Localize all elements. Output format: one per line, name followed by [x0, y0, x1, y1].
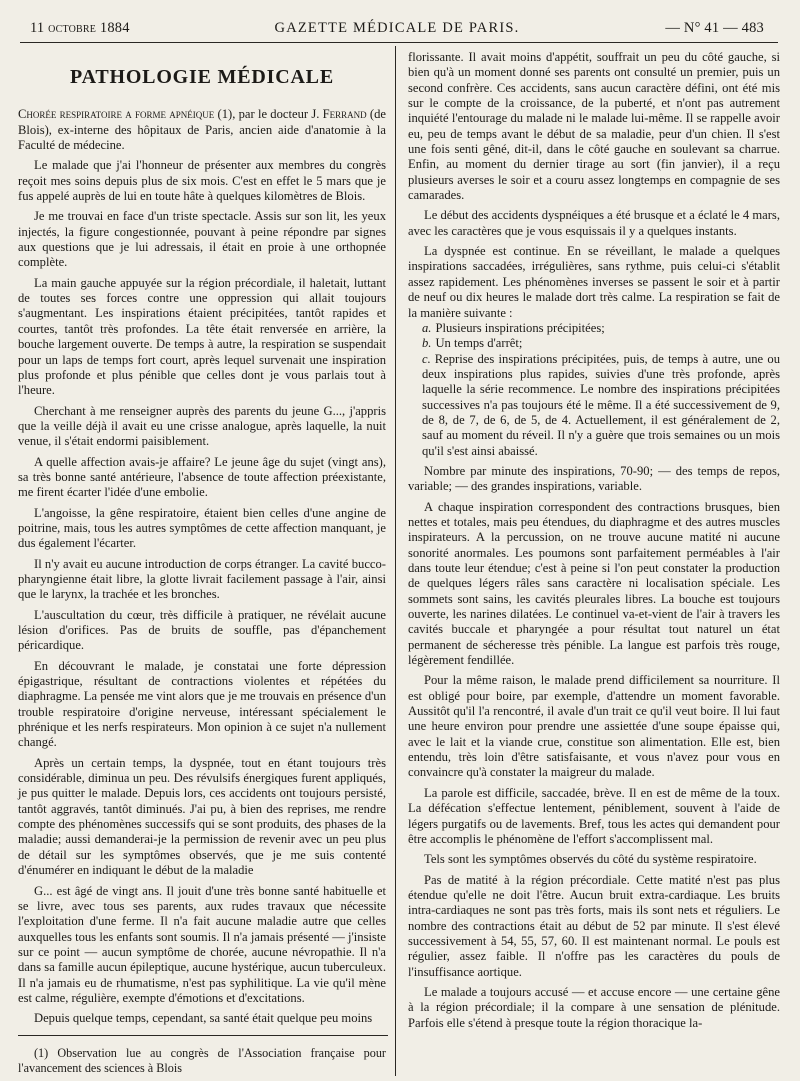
article-heading: [18, 107, 386, 153]
journal-title: GAZETTE MÉDICALE DE PARIS.: [274, 20, 520, 36]
footnote: (1) Observation lue au congrès de l'Association française pour l'avancement des sciences à Blois: [18, 1045, 386, 1075]
byline-post: (de Blois), ex-interne des hôpitaux de Paris, ancien aide d'anatomie à la Faculté de médecine.: [18, 107, 386, 153]
paragraph: La parole est difficile, saccadée, brève. Il en est de même de la toux. La défécation s'effectue lentement, péniblement, souvent à l'aide de légers purgatifs ou de lavements. Bref, tous les actes qui demandent pour être accomplis le phénomène de l'effort s'accomplissent mal.: [408, 785, 780, 846]
paragraph: G... est âgé de vingt ans. Il jouit d'une très bonne santé habituelle et se livre, avec tous ses parents, aux rudes travaux que nécessite l'exploitation d'une ferme. Il n'a fait aucune maladie autre que celles auxquelles tous les enfants sont soumis. Il n'a jamais présenté — j'insiste sur ce point — aucun symptôme de chorée, aucune névropathie. Il n'a dans sa famille aucun épileptique, aucune hystérique, aucun tuberculeux. Il n'a jamais eu de rhumatisme, n'est pas syphilitique. La vie qu'il mène est calme, régulière, exempte d'émotions et d'excitations.: [18, 883, 386, 1005]
paragraph: Après un certain temps, la dyspnée, tout en étant toujours très considérable, diminua un peu. Des révulsifs énergiques furent appliqués, je pus quitter le malade. Depuis lors, ces accidents ont toujours persisté, tantôt aggravés, tantôt diminués. J'ai pu, à bien des reprises, me rendre compte des phénomènes successifs qui se sont produits, des phases de la maladie; aussi demanderai-je la permission de revenir avec un peu plus de détail sur les symptômes observés, que je me suis contenté d'énumérer en indiquant le début de la maladie: [18, 755, 386, 878]
paragraph: Je me trouvai en face d'un triste spectacle. Assis sur son lit, les yeux injectés, la figure congestionnée, pouvant à peine répondre par signes aux questions que je lui adressais, il était en proie à une orthopnée complète.: [18, 209, 386, 270]
list-item: [408, 336, 780, 351]
paragraph: Le malade a toujours accusé — et accuse encore — une certaine gêne à la région précordiale; il la compare à une sensation de plénitude. Parfois elle s'étend à presque toute la région thoracique la-: [408, 984, 780, 1030]
paragraph: L'auscultation du cœur, très difficile à pratiquer, ne révélait aucune lésion d'orifices. Pas de bruits de souffle, pas d'épanchement péricardique.: [18, 607, 386, 653]
issue-pagination: — N° 41 — 483: [665, 20, 764, 36]
list-text: Un temps d'arrêt;: [435, 336, 523, 351]
list-item: [408, 321, 780, 336]
running-head: [30, 20, 764, 40]
paragraph: A quelle affection avais-je affaire? Le jeune âge du sujet (vingt ans), sa très bonne santé antérieure, l'absence de toute affection préexistante, me firent écarter l'idée d'une embolie.: [18, 454, 386, 500]
paragraph: Pas de matité à la région précordiale. Cette matité n'est pas plus étendue qu'elle ne doit l'être. Aucun bruit extra-cardiaque. Les bruits intra-cardiaques ne sont pas très forts, mais ils sont nets et réguliers. Le nombre des contractions était au début de 52 par minute. Il s'est élevé successivement à 54, 55, 57, 60. Il est maintenant normal. Le pouls est régulier, assez faible. Il n'offre pas les caractères du pouls de l'insuffisance aortique.: [408, 872, 780, 979]
paragraph: Il n'y avait eu aucune introduction de corps étranger. La cavité bucco-pharyngienne était libre, la glotte livrait facilement passage à l'air, ainsi que le larynx, la trachée et les bronches.: [18, 556, 386, 602]
left-column: [18, 56, 386, 1081]
list-text: Plusieurs inspirations précipitées;: [435, 320, 605, 335]
paragraph: Tels sont les symptômes observés du côté du système respiratoire.: [424, 852, 757, 867]
article-author: J. Ferrand: [311, 107, 367, 122]
section-title: PATHOLOGIE MÉDICALE: [70, 66, 334, 88]
column-divider: [395, 46, 396, 1076]
paragraph: Pour la même raison, le malade prend difficilement sa nourriture. Il est obligé pour boire, par exemple, d'attendre un moment favorable. Aussitôt qu'il l'a rencontré, il avale d'un trait ce qu'il veut boire. Il lui faut une heure environ pour prendre une assiettée d'une soupe épaisse qui, avec le lait et la viande crue, constitue son alimentation. Elle est, bien entendu, très loin d'être satisfaisante, et vous n'avez pour vous en convaincre qu'à constater la maigreur du malade.: [408, 673, 780, 780]
paragraph: La dyspnée est continue. En se réveillant, le malade a quelques inspirations saccadées, irrégulières, sans rythme, puis celui-ci s'établit assez rapidement. Les phénomènes inverses se passent le soir et à partir de neuf ou dix heures le malade dort très calme. La respiration se fait de la manière suivante :: [408, 244, 780, 320]
list-item: [408, 352, 780, 459]
paragraph: Cherchant à me renseigner auprès des parents du jeune G..., j'appris que la veille déjà il avait eu une crisse analogue, après laquelle, la nuit venue, il s'était endormi paisiblement.: [18, 403, 386, 449]
paragraph: En découvrant le malade, je constatai une forte dépression épigastrique, résultant de contractions violentes et répétées du diaphragme. La pensée me vint alors que je me trouvais en présence d'un trouble respiratoire d'origine nerveuse, intéressant spécialement le phrénique et les nerfs respirateurs. Mon opinion à ce sujet n'a nullement changé.: [18, 658, 386, 750]
paragraph: Nombre par minute des inspirations, 70-90; — des temps de repos, variable; — des grandes inspirations, variable.: [408, 463, 780, 494]
article-title: Chorée respiratoire a forme apnéique (1),: [18, 107, 236, 122]
byline-pre: par le docteur: [235, 107, 309, 122]
paragraph: A chaque inspiration correspondent des contractions brusques, bien nettes et totales, mais peu étendues, du diaphragme et des autres muscles inspirateurs. A la percussion, on ne trouve aucune matité ni aucune sonorité anormales. Les poumons sont parfaitement perméables à l'air dans toute leur étendue; c'est à peine si l'on peut constater la production de quelques légers râles sans caractère ni localisation spéciale. Les sommets sont sains, les cavités pleurales libres. La bouche est toujours ouverte, les narines dilatées. Le continuel va-et-vient de l'air à travers les cavités buccale et pharyngée a pour résultat tout naturel un état permanent de sécheresse très pénible. La langue est parfois très rouge, légèrement fendillée.: [408, 499, 780, 668]
list-text: Reprise des inspirations précipitées, puis, de temps à autre, une ou deux inspirations plus rapides, suivies d'une très profonde, après laquelle la série recommence. Le nombre des inspirations précipitées successives n'a pas toujours été le même. Il a été successivement de 9, de 8, de 7, de 6, de 5, de 4. Actuellement, il est généralement de 2, sauf au moment du réveil. Il n'y a guère que trois semaines ou un mois qu'il s'est ainsi abaissé.: [422, 351, 780, 458]
paragraph: Depuis quelque temps, cependant, sa santé était quelque peu moins: [34, 1011, 373, 1026]
header-rule: [20, 42, 778, 43]
footnote-rule: [18, 1035, 388, 1036]
right-column: [408, 50, 780, 1036]
respiration-list: [408, 321, 780, 459]
paragraph: Le malade que j'ai l'honneur de présenter aux membres du congrès reçoit mes soins depuis plus de six mois. C'est en effet le 5 mars que je fus appelé auprès de lui en toute hâte à quelques kilomètres de Blois.: [18, 158, 386, 204]
issue-date: 11 octobre 1884: [30, 20, 130, 36]
list-marker: a.: [422, 320, 432, 335]
list-marker: b.: [422, 336, 432, 351]
list-marker: c.: [422, 351, 431, 366]
paragraph: florissante. Il avait moins d'appétit, souffrait un peu du côté gauche, si bien qu'à un moment donné ses parents ont consulté un premier, puis un second confrère. Ces accidents, sans aucun caractère défini, ont été mis sur le compte de la croissance, de la puberté, et n'ont pas autrement inquiété l'entourage du malade ni le malade lui-même. Il se rappelle avoir eu, peu de temps avant le début de sa maladie, peur d'un chien. Il s'est une fois senti gêné, dit-il, dans le côté gauche en soulevant sa charrue. Enfin, au moment du dernier tirage au sort (fin janvier), il a reçu plusieurs averses le soir et a couru assez longtemps en compagnie de ses camarades.: [408, 50, 780, 203]
paragraph: La main gauche appuyée sur la région précordiale, il haletait, luttant de toutes ses forces contre une oppression qui allait toujours s'augmentant. Les inspirations étaient précipitées, tantôt rapides et courtes, tantôt très profondes. La tête était renversée en arrière, la bouche largement ouverte. De temps à autre, la respiration se suspendait pour un laps de temps fort court, après lequel survenait une inspiration plus profonde et plus pénible que celles dont je vous parlais tout à l'heure.: [18, 275, 386, 398]
paragraph: L'angoisse, la gêne respiratoire, étaient bien celles d'une angine de poitrine, mais, tous les autres symptômes de cette affection manquant, je dus également l'écarter.: [18, 505, 386, 551]
paragraph: Le début des accidents dyspnéiques a été brusque et a éclaté le 4 mars, avec les caractères que je vous esquissais il y a quelques instants.: [408, 208, 780, 238]
